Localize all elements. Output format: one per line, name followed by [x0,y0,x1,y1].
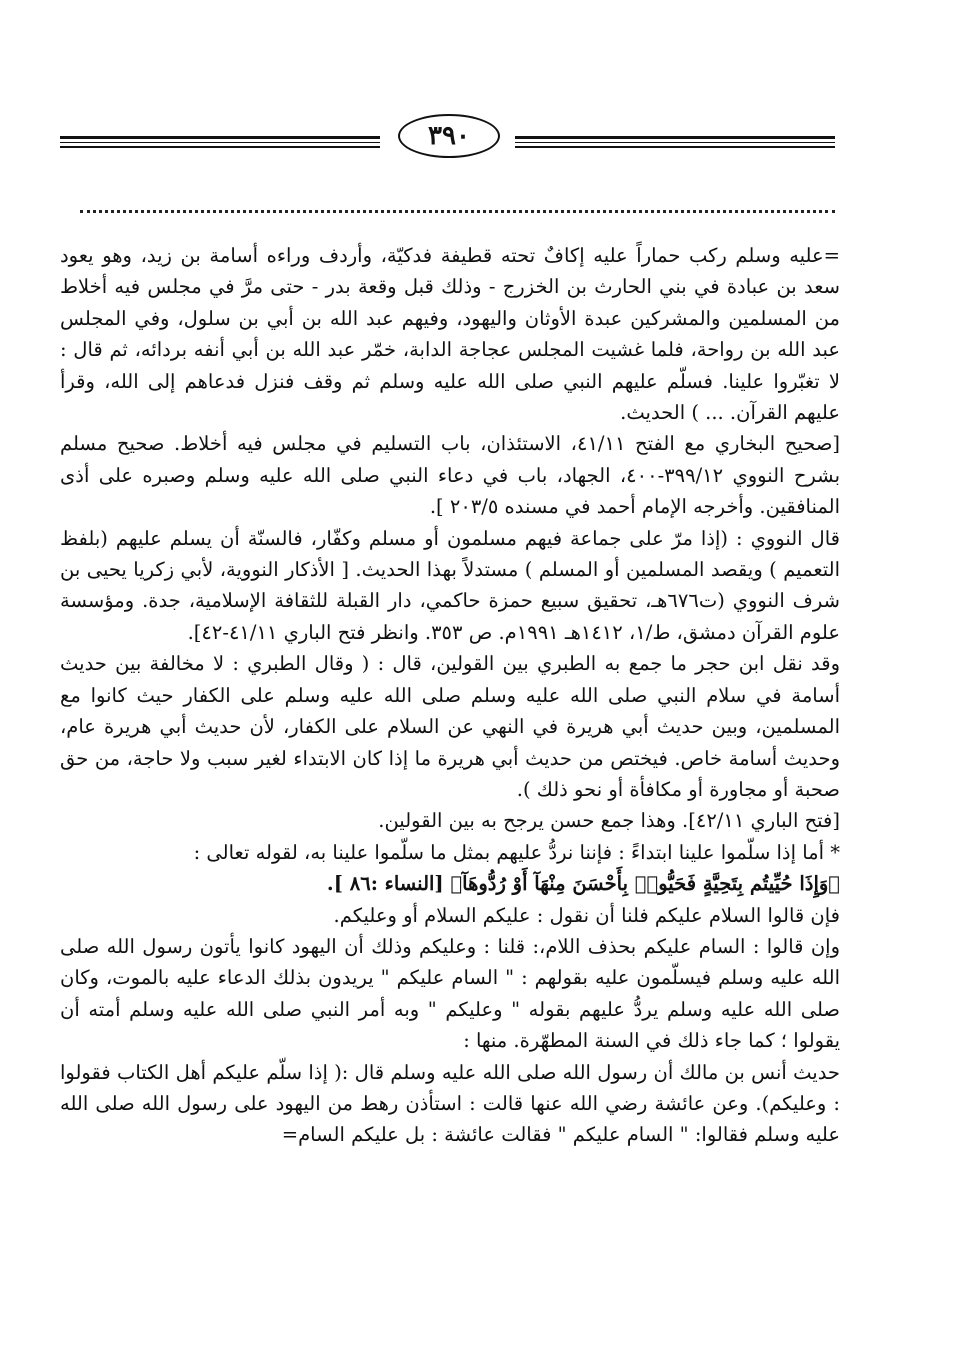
dotted-separator [80,210,835,213]
paragraph-salam-reply: فإن قالوا السلام عليكم فلنا أن نقول : عليكم السلام أو وعليكم. [333,903,840,927]
paragraph-sam-reply: وإن قالوا : السام عليكم بحذف اللام،: قلنا : وعليكم وذلك أن اليهود كانوا يأتون رسول الله صلى الله عليه وسلم فيسلّمون عليه بقولهم : " السام عليكم " يريدون بذلك الدعاء عليه بالموت، وكان صلى الله عليه وسلم يردُّ عليهم بقوله " وعليكم " وبه أمر النبي صلى الله عليه وسلم أمته أن يقولوا ؛ كما جاء ذلك في السنة المطهّرة. منها : [60,934,840,1053]
paragraph-citation-bukhari: [صحيح البخاري مع الفتح ٤١/١١، الاستئذان، باب التسليم في مجلس فيه أخلاط. صحيح مسلم بشرح النووي ٣٩٩/١٢-٤٠٠، الجهاد، باب في دعاء النبي صلى الله عليه وسلم وصبره على أذى المنافقين. وأخرجه الإمام أحمد في مسنده ٢٠٣/٥ ]. [60,432,840,519]
paragraph-ibn-hajar: وقد نقل ابن حجر ما جمع به الطبري بين القولين، قال : ( وقال الطبري : لا مخالفة بين حديث أسامة في سلام النبي صلى الله عليه وسلم صلى الله عليه وسلم على الكفار حيث كانوا مع المسلمين، وبين حديث أبي هريرة في النهي عن السلام على الكفار، لأن حديث أبي هريرة عام، وحديث أسامة خاص. فيختص من حديث أبي هريرة ما إذا كان الابتداء لغير سبب ولا حاجة، من حق صحبة أو مجاورة أو مكافأة أو نحو ذلك ). [60,652,840,801]
page-header [60,108,835,168]
page-number: ٣٩٠ [398,114,500,158]
paragraph-anas-hadith: حديث أنس بن مالك أن رسول الله صلى الله عليه وسلم قال :( إذا سلّم عليكم أهل الكتاب فقولوا : وعليكم). وعن عائشة رضي الله عنها قالت : استأذن رهط من اليهود على رسول الله صلى الله عليه وسلم فقالوا: " السام عليكم " فقالت عائشة : بل عليكم السام= [60,1060,840,1147]
quran-verse: ﴿وَإِذَا حُيِّيتُم بِتَحِيَّةٍ فَحَيُّوا۟ بِأَحْسَنَ مِنْهَآ أَوْ رُدُّوهَآ﴾ [النساء :٨٦ ]. [326,872,840,896]
page-body [60,240,840,1151]
paragraph-reply-rule: * أما إذا سلّموا علينا ابتداءً : فإننا نردُّ عليهم بمثل ما سلّموا علينا به، لقوله تعالى : [193,840,840,864]
paragraph-fath-citation: [فتح الباري ٤٢/١١]. وهذا جمع حسن يرجح به بين القولين. [378,809,840,833]
paragraph-hadith-continuation: =عليه وسلم ركب حماراً عليه إكافٌ تحته قطيفة فدكيّة، وأردف وراءه أسامة بن زيد، وهو يعود سعد بن عبادة في بني الحارث بن الخزرج - وذلك قبل وقعة بدر - حتى مرَّ في مجلس فيه أخلاط من المسلمين والمشركين عبدة الأوثان واليهود، وفيهم عبد الله بن أبي بن سلول، وفي المجلس عبد الله بن رواحة، فلما غشيت المجلس عجاجة الدابة، خمّر عبد الله بن أبي أنفه بردائه، ثم قال : لا تغبّروا علينا. فسلّم عليهم النبي صلى الله عليه وسلم ثم وقف فنزل فدعاهم إلى الله، وقرأ عليهم القرآن. ... ) الحديث. [60,244,840,425]
header-rule-right [515,136,835,148]
header-rule-left [60,136,380,148]
paragraph-nawawi: قال النووي : (إذا مرّ على جماعة فيهم مسلمون أو مسلم وكفّار، فالسنّة أن يسلم عليهم (بلفظ التعميم ) ويقصد المسلمين أو المسلم ) مستدلاً بهذا الحديث. [ الأذكار النووية، لأبي زكريا يحيى بن شرف النووي (ت٦٧٦هـ، تحقيق سبيع حمزة حاكمي، دار القبلة للثقافة الإسلامية، جدة. ومؤسسة علوم القرآن دمشق، ط/١، ١٤١٢هـ ١٩٩١م. ص ٣٥٣. وانظر فتح الباري ٤١/١١-٤٢]. [60,526,840,644]
